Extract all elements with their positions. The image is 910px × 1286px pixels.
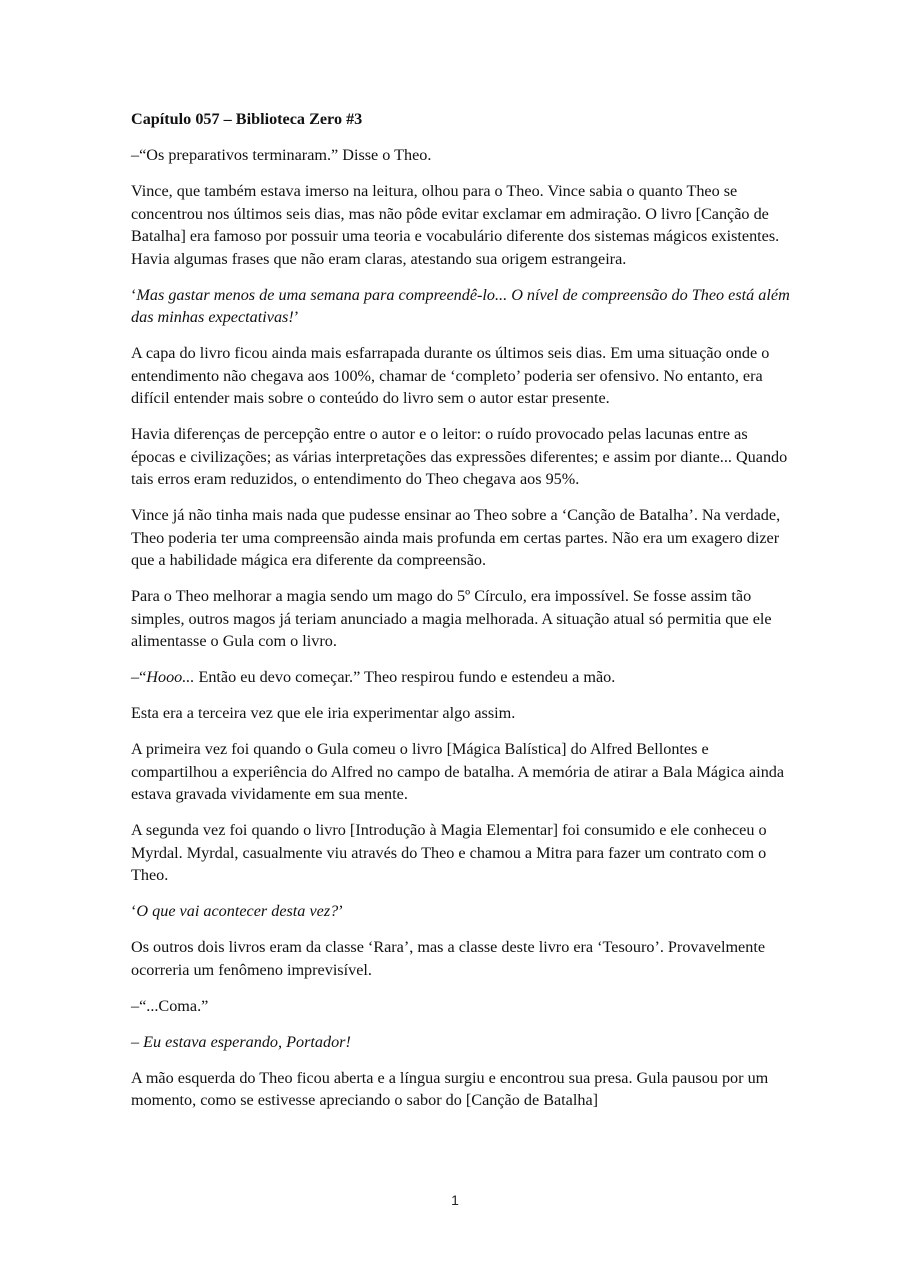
paragraph: Para o Theo melhorar a magia sendo um mago do 5º Círculo, era impossível. Se fosse assim tão simples, outros magos já teriam anunciado a magia melhorada. A situação atual só permitia que ele alimentasse o Gula com o livro. — [131, 587, 772, 650]
paragraph: Havia diferenças de percepção entre o autor e o leitor: o ruído provocado pelas lacunas entre as épocas e civilizações; as várias interpretações das expressões diferentes; e assim por diante... Quando tais erros eram reduzidos, o entendimento do Theo chegava aos 95%. — [131, 425, 788, 488]
dialogue-paragraph — [131, 1031, 791, 1054]
italic-dialogue: Eu estava esperando, Portador! — [143, 1032, 351, 1051]
dialogue-dash: – — [131, 1032, 144, 1051]
dialogue-paragraph: –“...Coma.” — [131, 996, 209, 1015]
thought-paragraph — [131, 284, 791, 329]
document-body — [131, 108, 791, 1125]
paragraph: A segunda vez foi quando o livro [Introdução à Magia Elementar] foi consumido e ele conheceu o Myrdal. Myrdal, casualmente viu através do Theo e chamou a Mitra para fazer um contrato com o Theo. — [131, 821, 767, 884]
paragraph: Esta era a terceira vez que ele iria experimentar algo assim. — [131, 704, 516, 722]
thought-paragraph — [131, 900, 791, 923]
paragraph: A mão esquerda do Theo ficou aberta e a língua surgiu e encontrou sua presa. Gula pausou por um momento, como se estivesse apreciando o sabor do [Canção de Batalha] — [131, 1068, 769, 1109]
quote-mark: ‘ — [131, 285, 137, 304]
quote-mark: ’ — [293, 308, 300, 326]
dialogue-paragraph — [131, 666, 791, 689]
paragraph: A capa do livro ficou ainda mais esfarrapada durante os últimos seis dias. Em uma situação onde o entendimento não chegava aos 100%, chamar de ‘completo’ poderia ser ofensivo. No entanto, era difícil entender mais sobre o conteúdo do livro sem o autor estar presente. — [131, 344, 770, 407]
paragraph: Vince já não tinha mais nada que pudesse ensinar ao Theo sobre a ‘Canção de Batalha’. Na verdade, Theo poderia ter uma compreensão ainda mais profunda em certas partes. Não era um exagero dizer que a habilidade mágica era diferente da compreensão. — [131, 506, 781, 569]
quote-mark: ’ — [338, 902, 344, 920]
italic-thought: O que vai acontecer desta vez? — [136, 902, 339, 920]
paragraph: Os outros dois livros eram da classe ‘Rara’, mas a classe deste livro era ‘Tesouro’. Provavelmente ocorreria um fenômeno imprevisível. — [131, 938, 766, 979]
italic-exclamation: Hooo... — [146, 668, 195, 686]
chapter-title: Capítulo 057 – Biblioteca Zero #3 — [131, 110, 363, 128]
paragraph: –“Os preparativos terminaram.” Disse o Theo. — [131, 146, 432, 164]
dialogue-text: Então eu devo começar.” Theo respirou fundo e estendeu a mão. — [194, 668, 616, 686]
paragraph: Vince, que também estava imerso na leitura, olhou para o Theo. Vince sabia o quanto Theo se concentrou nos últimos seis dias, mas não pôde evitar exclamar em admiração. O livro [Canção de Batalha] era famoso por possuir uma teoria e vocabulário diferente dos sistemas mágicos existentes. Havia algumas frases que não eram claras, atestando sua origem estrangeira. — [131, 182, 780, 268]
page-number: 1 — [451, 1192, 459, 1208]
dialogue-dash: –“ — [131, 668, 147, 686]
italic-thought: Mas gastar menos de uma semana para compreendê-lo... O nível de compreensão do Theo está além das minhas expectativas! — [131, 285, 790, 326]
paragraph: A primeira vez foi quando o Gula comeu o livro [Mágica Balística] do Alfred Bellontes e compartilhou a experiência do Alfred no campo de batalha. A memória de atirar a Bala Mágica ainda estava gravada vividamente em sua mente. — [131, 740, 785, 803]
quote-mark: ‘ — [131, 902, 137, 920]
